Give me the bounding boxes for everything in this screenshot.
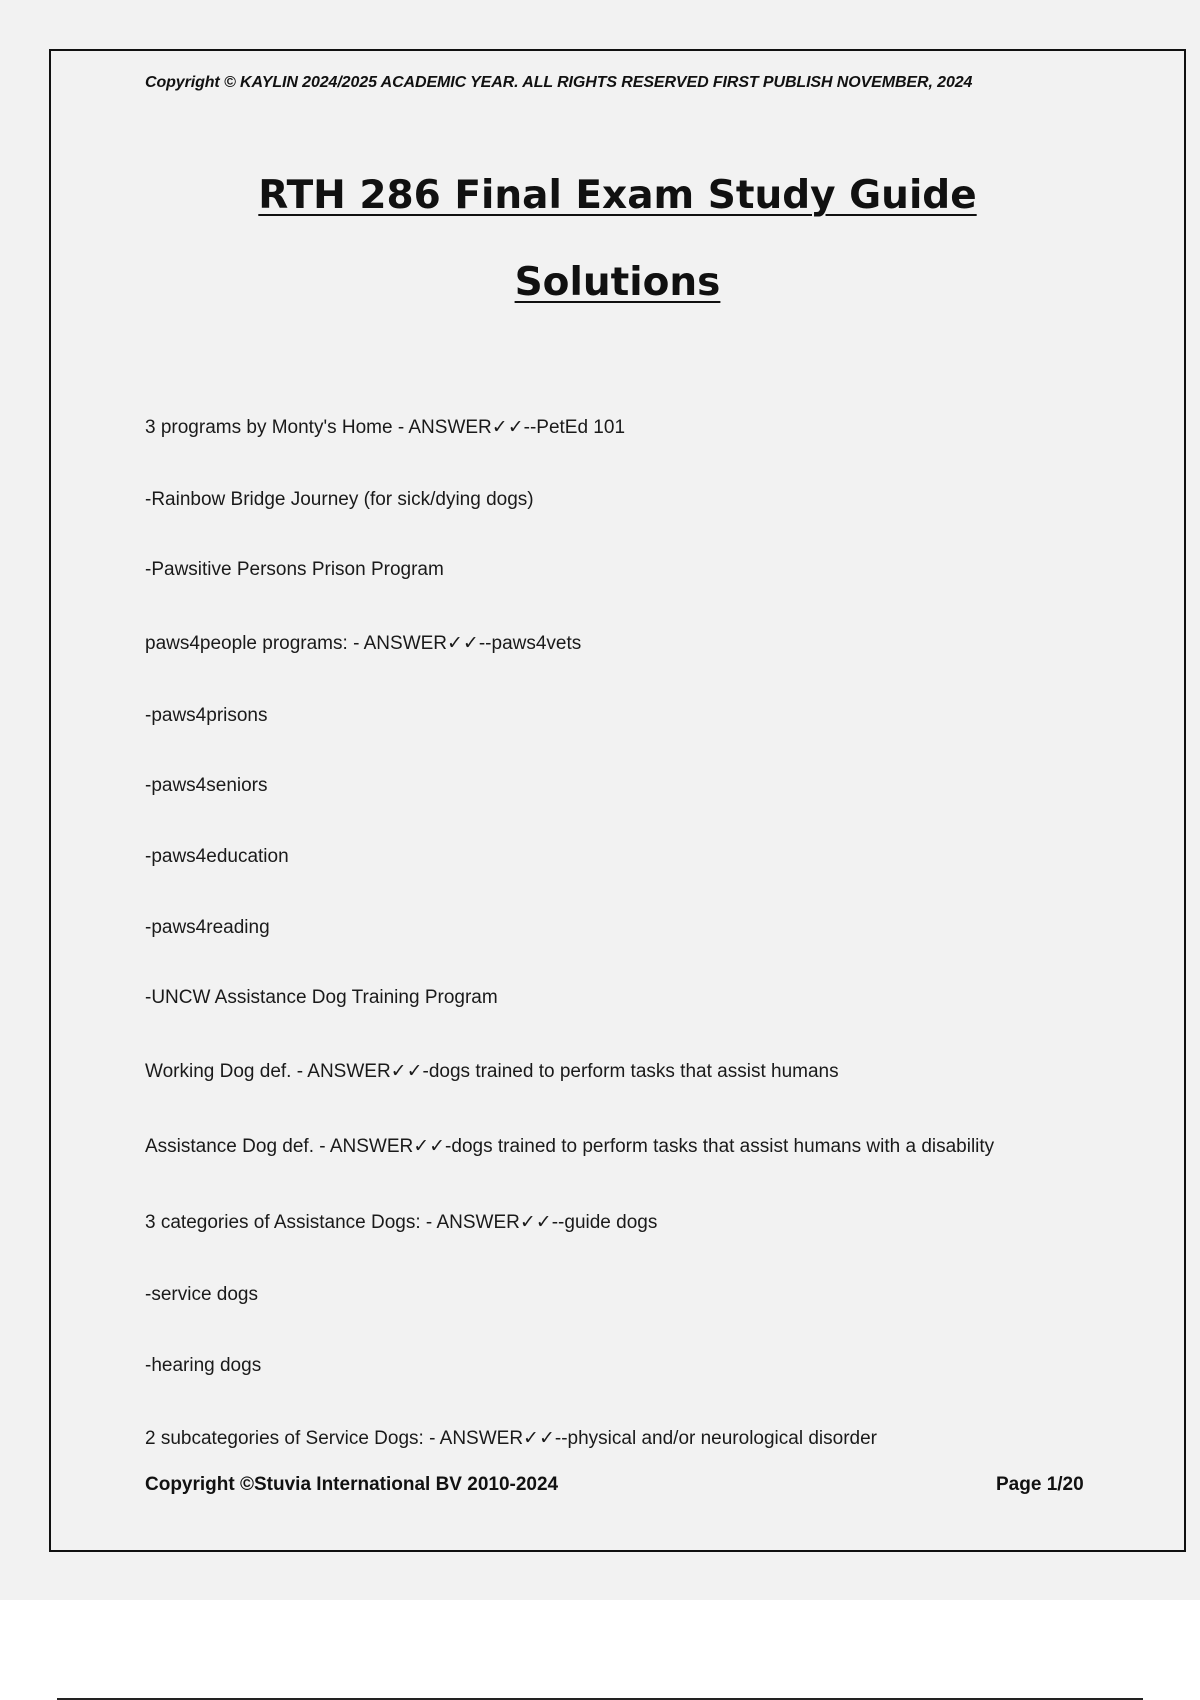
qa-entry: -Pawsitive Persons Prison Program [145,559,444,580]
qa-entry: -service dogs [145,1284,258,1305]
footer-copyright: Copyright ©Stuvia International BV 2010-2024 [145,1474,559,1495]
qa-entry: 3 categories of Assistance Dogs: - ANSWER✓✓--guide dogs [145,1212,658,1233]
qa-entry: Assistance Dog def. - ANSWER✓✓-dogs trained to perform tasks that assist humans with a disability [145,1136,995,1157]
qa-entry: -UNCW Assistance Dog Training Program [145,987,498,1008]
qa-entry: -paws4education [145,846,289,867]
document-title-line-2: Solutions [514,260,721,305]
qa-entry: 3 programs by Monty's Home - ANSWER✓✓--PetEd 101 [145,417,626,438]
qa-entry: -paws4prisons [145,705,268,726]
qa-entry: paws4people programs: - ANSWER✓✓--paws4vets [145,633,582,654]
qa-entry: -paws4seniors [145,775,268,796]
qa-entry: -paws4reading [145,917,270,938]
header-copyright: Copyright © KAYLIN 2024/2025 ACADEMIC YEAR. ALL RIGHTS RESERVED FIRST PUBLISH NOVEMBER, 2024 [145,74,973,91]
qa-entry: 2 subcategories of Service Dogs: - ANSWER✓✓--physical and/or neurological disorder [145,1428,877,1449]
qa-entry: -hearing dogs [145,1355,262,1376]
document-title-line-1: RTH 286 Final Exam Study Guide [258,173,977,218]
qa-entry: -Rainbow Bridge Journey (for sick/dying dogs) [145,489,534,510]
qa-entry: Working Dog def. - ANSWER✓✓-dogs trained to perform tasks that assist humans [145,1061,839,1082]
page-number: Page 1/20 [996,1474,1084,1495]
